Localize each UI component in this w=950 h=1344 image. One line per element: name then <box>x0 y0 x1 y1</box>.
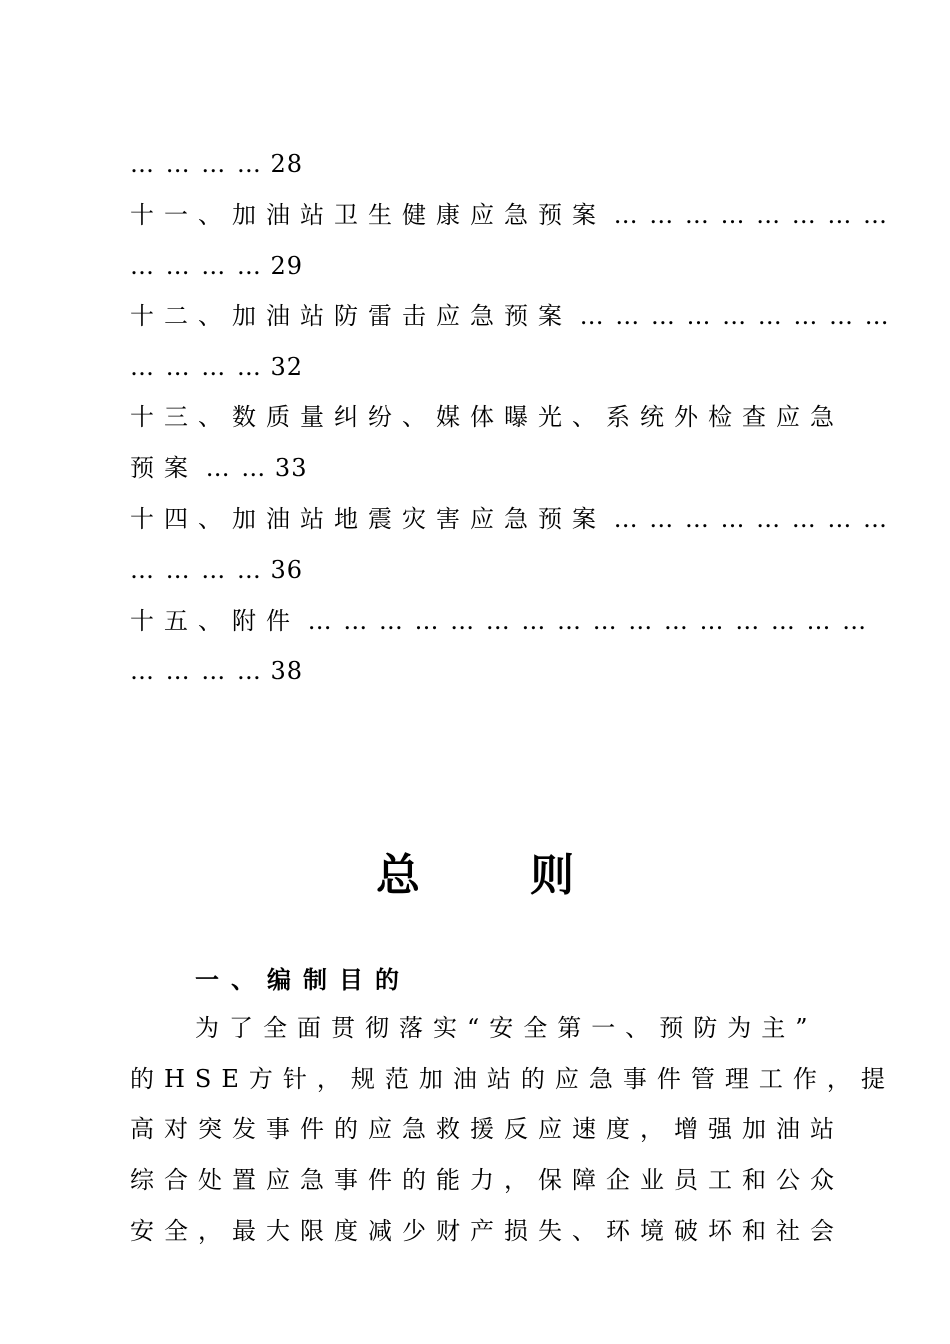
paragraph-line-2: 的HSE方针，规范加油站的应急事件管理工作，提 <box>130 1065 895 1093</box>
subsection-title: 一、编制目的 <box>195 966 411 994</box>
toc-page-number: 38 <box>270 657 304 685</box>
toc-page-number: 28 <box>270 150 304 178</box>
toc-entry-title: 十三、数质量纠纷、媒体曝光、系统外检查应急 <box>130 403 844 431</box>
toc-entry-13 <box>130 401 844 433</box>
toc-line-continuation-38 <box>130 655 825 687</box>
toc-leader-dots: … … … … <box>130 353 263 381</box>
toc-entry-title: 十一、加油站卫生健康应急预案 <box>130 201 606 229</box>
toc-entry-14 <box>130 503 890 535</box>
toc-entry-title-continued: 预案 <box>130 454 198 482</box>
toc-leader-dots: … … … … <box>130 252 263 280</box>
toc-entry-title: 十四、加油站地震灾害应急预案 <box>130 505 606 533</box>
toc-page-number: 29 <box>270 252 304 280</box>
toc-leader-dots: … … … … … … … … … … … … … … … … <box>307 607 869 635</box>
heading-char-left: 总 <box>376 850 420 901</box>
toc-entry-12 <box>130 300 891 332</box>
toc-line-continuation-29 <box>130 250 825 282</box>
toc-entry-title: 十二、加油站防雷击应急预案 <box>130 302 572 330</box>
toc-page-number: 36 <box>270 556 304 584</box>
toc-leader-dots: … … … … <box>130 150 263 178</box>
toc-leader-dots: … … … … … … … … <box>613 505 890 533</box>
toc-line-continuation-32 <box>130 351 825 383</box>
toc-entry-11 <box>130 199 890 231</box>
toc-entry-15 <box>130 605 869 637</box>
toc-leader-dots: … … … … <box>130 556 263 584</box>
toc-leader-dots: … … <box>205 454 268 482</box>
toc-entry-title: 十五、附件 <box>130 607 300 635</box>
toc-leader-dots: … … … … … … … … <box>613 201 890 229</box>
toc-page-number: 32 <box>270 353 304 381</box>
toc-leader-dots: … … … … … … … … … <box>579 302 891 330</box>
paragraph-line-4: 综合处置应急事件的能力，保障企业员工和公众 <box>130 1166 844 1194</box>
section-heading-general-provisions <box>0 848 950 904</box>
toc-line-continuation-36 <box>130 554 825 586</box>
toc-page-number: 33 <box>274 454 308 482</box>
paragraph-line-1: 为了全面贯彻落实“安全第一、预防为主” <box>195 1014 818 1042</box>
heading-char-right: 则 <box>530 850 574 901</box>
toc-leader-dots: … … … … <box>130 657 263 685</box>
toc-line-continuation-33 <box>130 452 825 484</box>
paragraph-line-3: 高对突发事件的应急救援反应速度，增强加油站 <box>130 1115 844 1143</box>
paragraph-line-5: 安全，最大限度减少财产损失、环境破坏和社会 <box>130 1217 844 1245</box>
toc-line-continuation-28 <box>130 148 825 180</box>
